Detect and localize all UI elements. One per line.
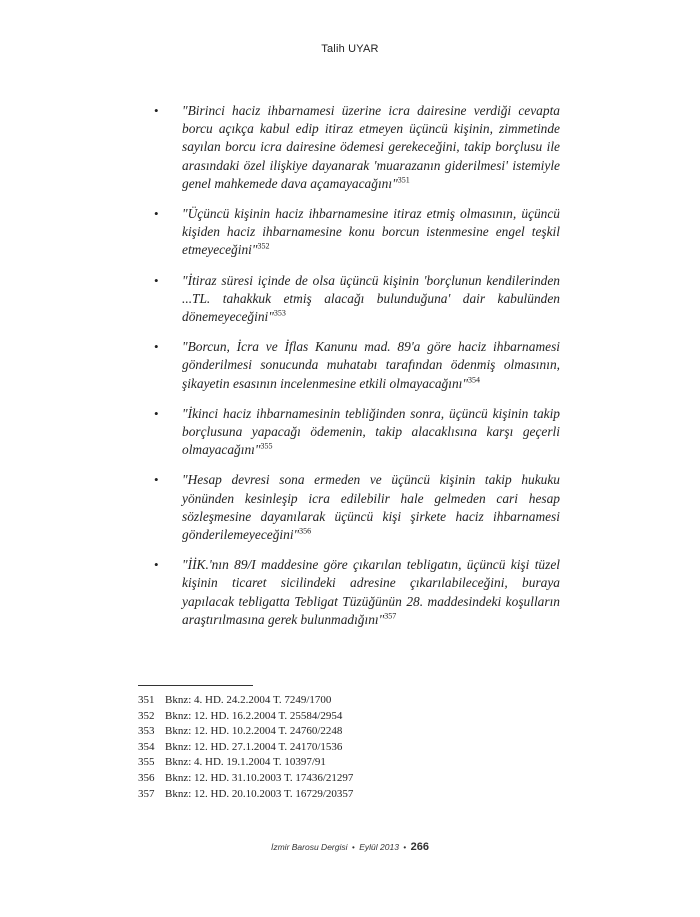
list-item	[150, 338, 560, 393]
footnote-text: Bknz: 12. HD. 27.1.2004 T. 24170/1536	[165, 740, 343, 753]
footnote-reference[interactable]: 353	[273, 308, 286, 318]
footnote	[138, 755, 558, 771]
footnote-reference[interactable]: 354	[468, 375, 481, 385]
footnote-text: Bknz: 4. HD. 19.1.2004 T. 10397/91	[165, 756, 326, 769]
bullet-icon: •	[154, 557, 159, 573]
list-item-text: "İkinci haciz ihbarnamesinin tebliğinden sonra, üçüncü kişinin takip borçlusuna yapacağı ödemenin, takip alacaklısına karşı geçerli olmayacağını"	[182, 405, 560, 458]
header-author: Talih UYAR	[321, 43, 379, 55]
footnote-number: 351	[138, 694, 155, 706]
page-footer	[0, 837, 700, 855]
footnote	[138, 771, 558, 787]
footer-separator: •	[403, 843, 407, 852]
list-item	[150, 102, 560, 193]
footnote-reference[interactable]: 351	[397, 175, 410, 185]
footnote-number: 353	[138, 725, 155, 738]
footnote	[138, 693, 558, 709]
footnote-number: 357	[138, 787, 155, 800]
footnote-text: Bknz: 12. HD. 20.10.2003 T. 16729/20357	[165, 787, 354, 800]
footnote-text: Bknz: 12. HD. 10.2.2004 T. 24760/2248	[165, 725, 343, 738]
footnote-text: Bknz: 12. HD. 31.10.2003 T. 17436/21297	[165, 771, 354, 784]
list-item-text: "Hesap devresi sona ermeden ve üçüncü kişinin takip hukuku yönünden kesinleşip icra edilebilir hale gelmeden cari hesap sözleşmesine dayanılarak üçüncü kişi şirkete haciz ihbarnamesi gönderilemeyeceğini"	[182, 472, 560, 543]
list-item	[150, 405, 560, 460]
footnote-number: 352	[138, 709, 155, 722]
footnote-divider	[138, 685, 253, 686]
footnote-text: Bknz: 4. HD. 24.2.2004 T. 7249/1700	[165, 694, 332, 706]
list-item-text: "Üçüncü kişinin haciz ihbarnamesine itiraz etmiş olmasının, üçüncü kişiden haciz ihbarnamesine konu borcun istenmesine engel teşkil etmeyeceğini"	[182, 206, 560, 258]
footnote-number: 355	[138, 756, 155, 769]
footnote	[138, 740, 558, 756]
footer-separator: •	[351, 843, 355, 852]
footnotes-list	[138, 693, 558, 802]
bullet-icon: •	[154, 103, 159, 118]
footnote-text: Bknz: 12. HD. 16.2.2004 T. 25584/2954	[165, 709, 343, 722]
list-item	[150, 272, 560, 327]
footnote-reference[interactable]: 352	[257, 241, 270, 251]
list-item	[150, 556, 560, 629]
list-item	[150, 471, 560, 544]
journal-name: İzmir Barosu Dergisi	[270, 842, 348, 852]
list-item-text: "İİK.'nın 89/I maddesine göre çıkarılan tebligatın, üçüncü kişi tüzel kişinin ticaret sicilindeki adresine çıkarılabileceğini, buraya yapılacak tebligatta Tebligat Tüzüğünün 28. maddesindeki koşulların araştırılmasına gerek bulunmadığını"	[182, 557, 560, 627]
footnote-reference[interactable]: 355	[260, 441, 273, 451]
running-header	[0, 43, 700, 55]
footnote	[138, 787, 558, 803]
bullet-icon: •	[154, 272, 159, 288]
footnote-reference[interactable]: 356	[299, 526, 312, 536]
bullet-icon: •	[154, 405, 159, 421]
footnote	[138, 724, 558, 740]
page-number: 266	[410, 841, 430, 853]
footnote-number: 356	[138, 771, 155, 784]
footnote	[138, 709, 558, 725]
footnote-reference[interactable]: 357	[384, 611, 397, 621]
bullet-icon: •	[154, 472, 159, 488]
bullet-icon: •	[154, 339, 159, 355]
bullet-icon: •	[154, 206, 159, 222]
list-item	[150, 205, 560, 260]
list-item-text: "Birinci haciz ihbarnamesi üzerine icra dairesine verdiği cevapta borcu açıkça kabul edip itiraz etmeyen üçüncü kişinin, zimmetinde sayılan borcu icra dairesine ödemesi gerekeceğini, takip borçlusu ile arasındaki özel ilişkiye dayanarak 'muarazanın giderilmesi' istemiyle genel mahkemede dava açamayacağını"	[182, 103, 560, 191]
journal-issue: Eylül 2013	[359, 842, 399, 852]
list-item-text: "İtiraz süresi içinde de olsa üçüncü kişinin 'borçlunun kendilerinden ...TL. tahakkuk etmiş alacağı bulunduğuna' dair kabulünden dönemeyeceğini"	[182, 272, 560, 325]
list-item-text: "Borcun, İcra ve İflas Kanunu mad. 89'a göre haciz ihbarnamesi gönderilmesi sonucunda muhatabı tarafından ödenmiş olmasının, şikayetin esasının incelenmesine etkili olmayacağını"	[182, 339, 560, 391]
footnote-number: 354	[138, 740, 155, 753]
court-decision-list	[150, 102, 560, 641]
